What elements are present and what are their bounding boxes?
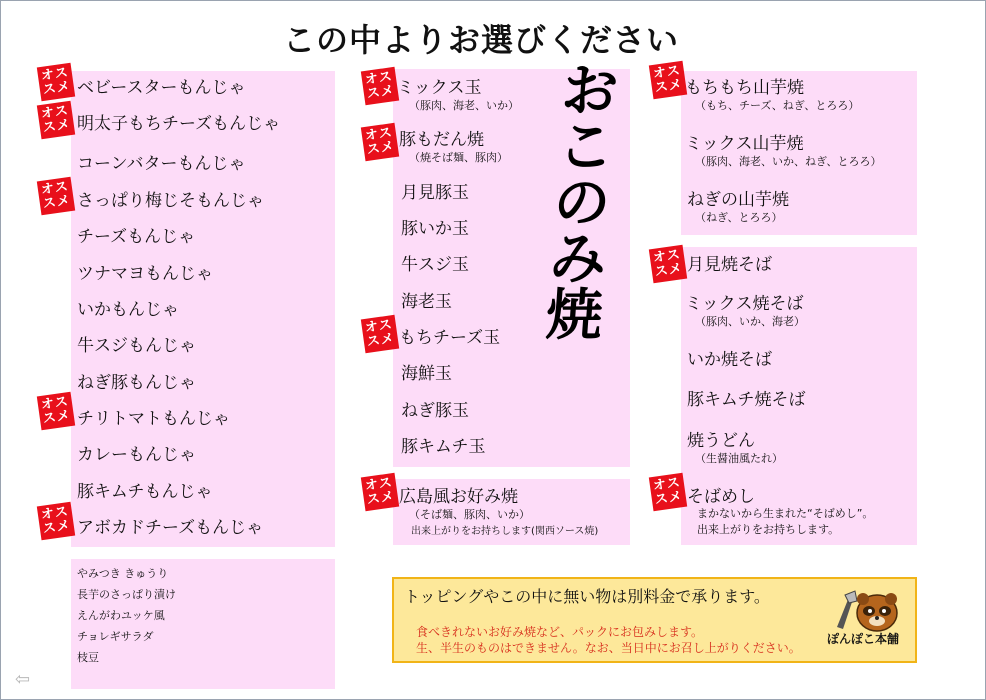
osusume-badge: オス スメ <box>361 67 399 105</box>
osusume-badge: オス スメ <box>37 502 75 540</box>
menu-item[interactable]: 豚もだん焼 <box>399 130 484 150</box>
side-dish-item[interactable]: チョレギサラダ <box>77 630 154 643</box>
menu-item[interactable]: カレーもんじゃ <box>77 445 196 465</box>
osusume-badge: オス スメ <box>37 177 75 215</box>
osusume-badge: オス スメ <box>37 101 75 139</box>
side-dish-panel <box>71 559 335 689</box>
menu-item[interactable]: ねぎ豚玉 <box>401 401 469 421</box>
osusume-badge: オス スメ <box>649 61 687 99</box>
side-dish-item[interactable]: 枝豆 <box>77 651 99 664</box>
menu-item-detail: （焼そば麺、豚肉） <box>409 151 508 164</box>
menu-item[interactable]: いかもんじゃ <box>77 300 179 320</box>
menu-item[interactable]: 月見豚玉 <box>401 183 469 203</box>
menu-item[interactable]: アボカドチーズもんじゃ <box>77 518 264 538</box>
menu-item[interactable]: ねぎの山芋焼 <box>687 190 789 210</box>
menu-item[interactable]: 豚キムチもんじゃ <box>77 482 213 502</box>
menu-item-detail: まかないから生まれた“そばめし”。 <box>697 507 874 520</box>
menu-item[interactable]: 牛スジ玉 <box>401 255 469 275</box>
side-dish-item[interactable]: えんがわユッケ風 <box>77 609 165 622</box>
menu-item[interactable]: コーンバターもんじゃ <box>77 154 246 174</box>
menu-item[interactable]: ねぎ豚もんじゃ <box>77 373 196 393</box>
menu-item[interactable]: もちチーズ玉 <box>399 328 501 348</box>
osusume-badge: オス スメ <box>649 245 687 283</box>
menu-item[interactable]: 豚キムチ焼そば <box>687 390 806 410</box>
menu-item[interactable]: 広島風お好み焼 <box>399 487 518 507</box>
menu-item[interactable]: さっぱり梅じそもんじゃ <box>77 191 264 211</box>
osusume-badge: オス スメ <box>649 473 687 511</box>
menu-item[interactable]: そばめし <box>687 487 755 507</box>
menu-item[interactable]: 海鮮玉 <box>401 364 452 384</box>
menu-item[interactable]: もちもち山芋焼 <box>685 78 804 98</box>
notice-heading: トッピングやこの中に無い物は別料金で承ります。 <box>404 587 770 606</box>
menu-item-detail: （もち、チーズ、ねぎ、とろろ） <box>695 99 860 112</box>
menu-item[interactable]: 豚いか玉 <box>401 219 469 239</box>
osusume-badge: オス スメ <box>361 315 399 353</box>
notice-line: 食べきれないお好み焼など、パックにお包みします。 <box>416 625 704 639</box>
back-arrow-icon[interactable]: ⇦ <box>15 669 31 690</box>
menu-item-note: 出来上がりをお持ちします。 <box>697 523 840 536</box>
menu-item-detail: （そば麺、豚肉、いか） <box>409 508 530 521</box>
menu-item-detail: （豚肉、海老、いか、ねぎ、とろろ） <box>695 155 882 168</box>
osusume-badge: オス スメ <box>37 63 75 101</box>
menu-item[interactable]: チリトマトもんじゃ <box>77 409 230 429</box>
brand-logo <box>823 587 911 653</box>
menu-item[interactable]: 牛スジもんじゃ <box>77 336 196 356</box>
menu-item-detail: （ねぎ、とろろ） <box>695 211 783 224</box>
page-title: この中よりお選びください <box>282 21 679 59</box>
osusume-badge: オス スメ <box>37 392 75 430</box>
menu-item[interactable]: ミックス山芋焼 <box>685 134 804 154</box>
menu-item[interactable]: 明太子もちチーズもんじゃ <box>77 114 281 134</box>
menu-item[interactable]: ツナマヨもんじゃ <box>77 264 213 284</box>
menu-item[interactable]: 豚キムチ玉 <box>401 437 486 457</box>
menu-item[interactable]: 海老玉 <box>401 292 452 312</box>
menu-item-detail: （豚肉、いか、海老） <box>695 315 805 328</box>
brand-name: ぽんぽこ本舗 <box>827 632 900 646</box>
side-dish-item[interactable]: やみつき きゅうり <box>77 567 169 580</box>
okonomiyaki-logo-text: おこのみ焼 <box>543 58 621 348</box>
menu-item[interactable]: チーズもんじゃ <box>77 227 196 247</box>
menu-item[interactable]: ベビースターもんじゃ <box>77 78 246 98</box>
menu-item-detail: （豚肉、海老、いか） <box>409 99 519 112</box>
menu-item-detail: （生醤油風たれ） <box>695 452 783 465</box>
menu-item[interactable]: いか焼そば <box>687 350 772 370</box>
menu-item[interactable]: 月見焼そば <box>687 255 772 275</box>
menu-item-note: 出来上がりをお持ちします(関西ソース焼) <box>411 526 599 537</box>
osusume-badge: オス スメ <box>361 123 399 161</box>
side-dish-item[interactable]: 長芋のさっぱり漬け <box>77 588 176 601</box>
osusume-badge: オス スメ <box>361 473 399 511</box>
menu-item[interactable]: 焼うどん <box>687 431 755 451</box>
menu-item[interactable]: ミックス玉 <box>397 78 482 98</box>
menu-item[interactable]: ミックス焼そば <box>685 294 804 314</box>
notice-line: 生、半生のものはできません。なお、当日中にお召し上がりください。 <box>416 641 801 655</box>
